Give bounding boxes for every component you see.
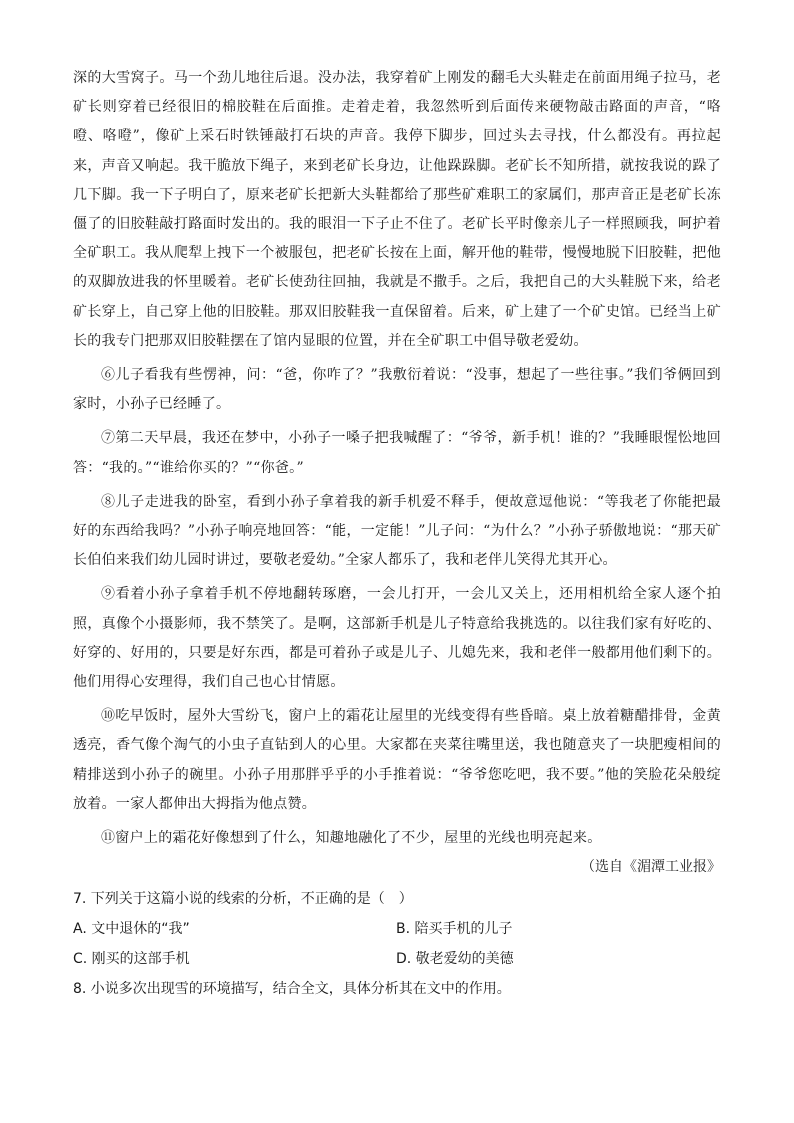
- paragraph-11: ⑪窗户上的霜花好像想到了什么，知趣地融化了不少，屋里的光线也明亮起来。: [101, 830, 602, 847]
- source-citation: （选自《湄潭工业报》: [581, 859, 721, 876]
- option-d: D. 敬老爱幼的美德: [396, 951, 514, 968]
- questions-section: [73, 887, 721, 1001]
- option-c: C. 刚买的这部手机: [73, 951, 190, 968]
- question-7: 7. 下列关于这篇小说的线索的分析，不正确的是（ ）: [73, 891, 413, 908]
- paragraph-continued: 深的大雪窝子。马一个劲儿地往后退。没办法，我穿着矿上刚发的翻毛大头鞋走在前面用绳子拉马，老矿长则穿着已经很旧的棉胶鞋在后面推。走着走着，我忽然听到后面传来硬物敲击路面的声音，“咯噔、咯噔”，像矿上采石时铁锤敲打石块的声音。我停下脚步，回过头去寻找，什么都没有。再拉起来，声音又响起。我干脆放下绳子，来到老矿长身边，让他跺跺脚。老矿长不知所措，就按我说的跺了几下脚。我一下子明白了，原来老矿长把新大头鞋都给了那些矿难职工的家属们，那声音正是老矿长冻僵了的旧胶鞋敲打路面时发出的。我的眼泪一下子止不住了。老矿长平时像亲儿子一样照顾我，呵护着全矿职工。我从爬犁上拽下一个被服包，把老矿长按在上面，解开他的鞋带，慢慢地脱下旧胶鞋，把他的双脚放进我的怀里暖着。老矿长使劲往回抽，我就是不撒手。之后，我把自己的大头鞋脱下来，给老矿长穿上，自己穿上他的旧胶鞋。那双旧胶鞋我一直保留着。后来，矿上建了一个矿史馆。已经当上矿长的我专门把那双旧胶鞋摆在了馆内显眼的位置，并在全矿职工中倡导敬老爱幼。: [73, 70, 721, 349]
- paragraph-6: ⑥儿子看我有些愣神，问：“爸，你咋了？”我敷衍着说：“没事，想起了一些往事。”我们爷俩回到家时，小孙子已经睡了。: [73, 367, 721, 413]
- story-text: [73, 64, 721, 853]
- question-7-options: [73, 917, 721, 971]
- paragraph-9: ⑨看着小孙子拿着手机不停地翻转琢磨，一会儿打开，一会儿又关上，还用相机给全家人逐个拍照，真像个小摄影师，我不禁笑了。是啊，这部新手机是儿子特意给我挑选的。以往我们家有好吃的、好穿的、好用的，只要是好东西，都是可着孙子或是儿子、儿媳先来，我和老伴一般都用他们剩下的。他们用得心安理得，我们自己也心甘情愿。: [73, 586, 721, 691]
- paragraph-8: ⑧儿子走进我的卧室，看到小孙子拿着我的新手机爱不释手，便故意逗他说：“等我老了你能把最好的东西给我吗？”小孙子响亮地回答：“能，一定能！”儿子问：“为什么？”小孙子骄傲地说：“那天矿长伯伯来我们幼儿园时讲过，要敬老爱幼。”全家人都乐了，我和老伴儿笑得尤其开心。: [73, 493, 721, 569]
- option-b: B. 陪买手机的儿子: [396, 921, 513, 938]
- question-8: 8. 小说多次出现雪的环境描写，结合全文，具体分析其在文中的作用。: [73, 981, 511, 998]
- paragraph-10: ⑩吃早饭时，屋外大雪纷飞，窗户上的霜花让屋里的光线变得有些昏暗。桌上放着糖醋排骨，金黄透亮，香气像个淘气的小虫子直钻到人的心里。大家都在夹菜往嘴里送，我也随意夹了一块肥瘦相间的精排送到小孙子的碗里。小孙子用那胖乎乎的小手推着说：“爷爷您吃吧，我不要。”他的笑脸花朵般绽放着。一家人都伸出大拇指为他点赞。: [73, 708, 721, 812]
- option-a: A. 文中退休的“我”: [73, 921, 190, 938]
- paragraph-7: ⑦第二天早晨，我还在梦中，小孙子一嗓子把我喊醒了：“爷爷，新手机！谁的？”我睡眼惺忪地回答：“我的。”“谁给你买的？”“你爸。”: [73, 430, 721, 476]
- document-page: [73, 64, 721, 1007]
